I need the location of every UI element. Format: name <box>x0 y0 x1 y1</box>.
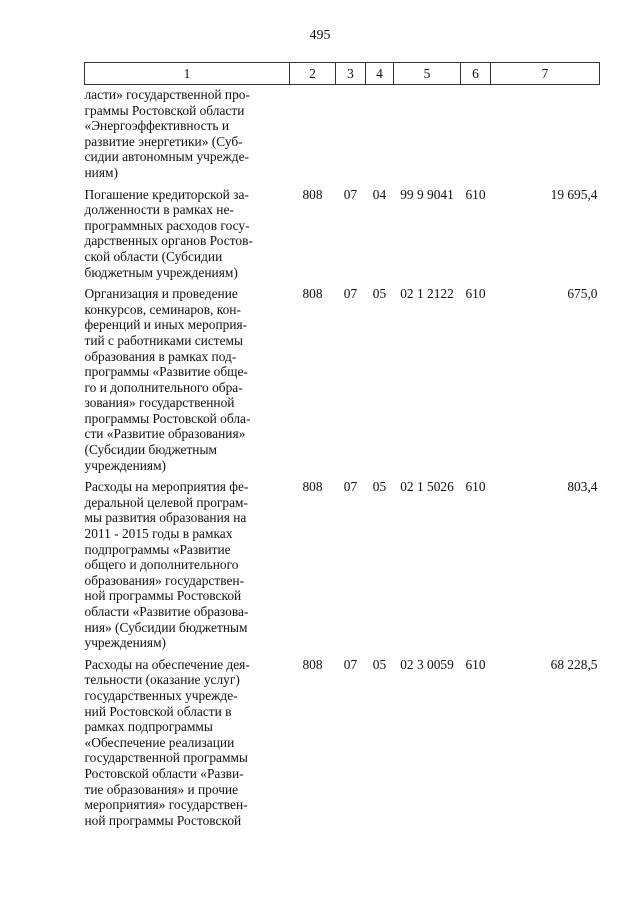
description-line: 2011 - 2015 годы в рамках <box>84 526 233 542</box>
table-row <box>85 85 600 181</box>
description-line: бюджетным учреждениям) <box>84 264 238 280</box>
amount: 19 695,4 <box>550 186 598 202</box>
description-line: образования в рамках под- <box>84 348 237 364</box>
table-row <box>85 280 600 473</box>
page-number: 495 <box>309 28 331 43</box>
subsection-code <box>366 85 394 181</box>
row-description <box>85 651 290 829</box>
description-line: ния» (Субсидии бюджетным <box>84 619 248 635</box>
table-row <box>85 651 600 829</box>
ministry-code: 808 <box>302 656 323 672</box>
amount: 675,0 <box>567 286 598 302</box>
description-line: «Энергоэффективность и <box>84 118 230 134</box>
header-col-2: 2 <box>290 63 336 85</box>
row-description <box>85 473 290 651</box>
description-line: подпрограммы «Развитие <box>84 541 231 557</box>
table-row <box>85 181 600 281</box>
expense-type-code: 610 <box>465 479 486 495</box>
section-code: 07 <box>343 479 358 495</box>
description-line: образования» государствен- <box>84 572 245 588</box>
row-description <box>85 181 290 281</box>
header-col-5: 5 <box>394 63 461 85</box>
header-col-1: 1 <box>85 63 290 85</box>
ministry-code: 808 <box>302 286 323 302</box>
description-line: ской области (Субсидии <box>84 248 223 264</box>
header-col-3: 3 <box>336 63 366 85</box>
description-line: Расходы на мероприятия фе- <box>84 479 249 495</box>
target-article-code <box>394 85 461 181</box>
expense-type-code: 610 <box>465 656 486 672</box>
header-col-7: 7 <box>491 63 600 85</box>
description-line: долженности в рамках не- <box>84 202 234 218</box>
description-line: Расходы на обеспечение дея- <box>84 656 250 672</box>
expense-type-code: 610 <box>465 286 486 302</box>
description-line: тие образования» и прочие <box>84 781 239 797</box>
description-line: программы Ростовской обла- <box>84 410 251 426</box>
section-code: 07 <box>343 656 358 672</box>
table-body <box>85 85 600 829</box>
subsection-code: 05 <box>372 286 387 302</box>
description-line: учреждениям) <box>84 457 167 473</box>
description-line: сти «Развитие образования» <box>84 426 246 442</box>
description-line: конкурсов, семинаров, кон- <box>84 301 241 317</box>
row-description <box>85 280 290 473</box>
description-line: общего и дополнительного <box>84 557 239 573</box>
expense-type-code: 610 <box>465 186 486 202</box>
description-line: ний Ростовской области в <box>84 703 232 719</box>
target-article-code: 99 9 9041 <box>400 186 454 202</box>
description-line: ласти» государственной про- <box>84 87 250 102</box>
amount <box>491 85 600 181</box>
subsection-code: 05 <box>372 479 387 495</box>
description-line: сидии автономным учрежде- <box>84 149 250 165</box>
description-line: рамках подпрограммы <box>84 719 213 735</box>
description-line: зования» государственной <box>84 395 235 411</box>
description-line: области «Развитие образова- <box>84 604 249 619</box>
description-line: (Субсидии бюджетным <box>84 442 217 458</box>
description-line: ной программы Ростовской <box>84 812 242 828</box>
ministry-code: 808 <box>302 479 323 495</box>
section-code <box>336 85 366 181</box>
expense-type-code <box>461 85 491 181</box>
description-line: развитие энергетики» (Суб- <box>84 133 243 149</box>
description-line: ференций и иных мероприя- <box>84 317 248 333</box>
description-line: тельности (оказание услуг) <box>84 672 240 688</box>
description-line: государственной программы <box>84 750 248 766</box>
description-line: программы «Развитие обще- <box>84 364 248 380</box>
budget-table <box>84 62 600 828</box>
description-line: Погашение кредиторской за- <box>84 186 249 202</box>
amount: 803,4 <box>567 479 598 495</box>
description-line: государственных учрежде- <box>84 687 238 703</box>
ministry-code <box>290 85 336 181</box>
target-article-code: 02 1 5026 <box>400 479 454 495</box>
header-col-6: 6 <box>461 63 491 85</box>
target-article-code: 02 3 0059 <box>400 656 454 672</box>
description-line: мероприятия» государствен- <box>84 797 248 813</box>
description-line: дарственных органов Ростов- <box>84 233 253 249</box>
description-line: мы развития образования на <box>84 510 247 526</box>
description-line: учреждениям) <box>84 635 167 651</box>
description-line: Организация и проведение <box>84 286 238 302</box>
target-article-code: 02 1 2122 <box>400 286 454 302</box>
description-line: ниям) <box>84 164 118 180</box>
table-header-row <box>85 63 600 85</box>
row-description <box>85 85 290 181</box>
subsection-code: 05 <box>372 656 387 672</box>
amount: 68 228,5 <box>550 656 598 672</box>
description-line: программных расходов госу- <box>84 217 250 233</box>
header-col-4: 4 <box>366 63 394 85</box>
description-line: го и дополнительного обра- <box>84 379 243 395</box>
section-code: 07 <box>343 286 358 302</box>
description-line: «Обеспечение реализации <box>84 734 235 750</box>
description-line: ной программы Ростовской <box>84 588 242 604</box>
description-line: тий с работниками системы <box>84 332 244 348</box>
description-line: Ростовской области «Разви- <box>84 765 244 781</box>
description-line: деральной целевой програм- <box>84 494 248 510</box>
section-code: 07 <box>343 186 358 202</box>
ministry-code: 808 <box>302 186 323 202</box>
subsection-code: 04 <box>372 186 387 202</box>
description-line: граммы Ростовской области <box>84 102 245 118</box>
table-row <box>85 473 600 651</box>
